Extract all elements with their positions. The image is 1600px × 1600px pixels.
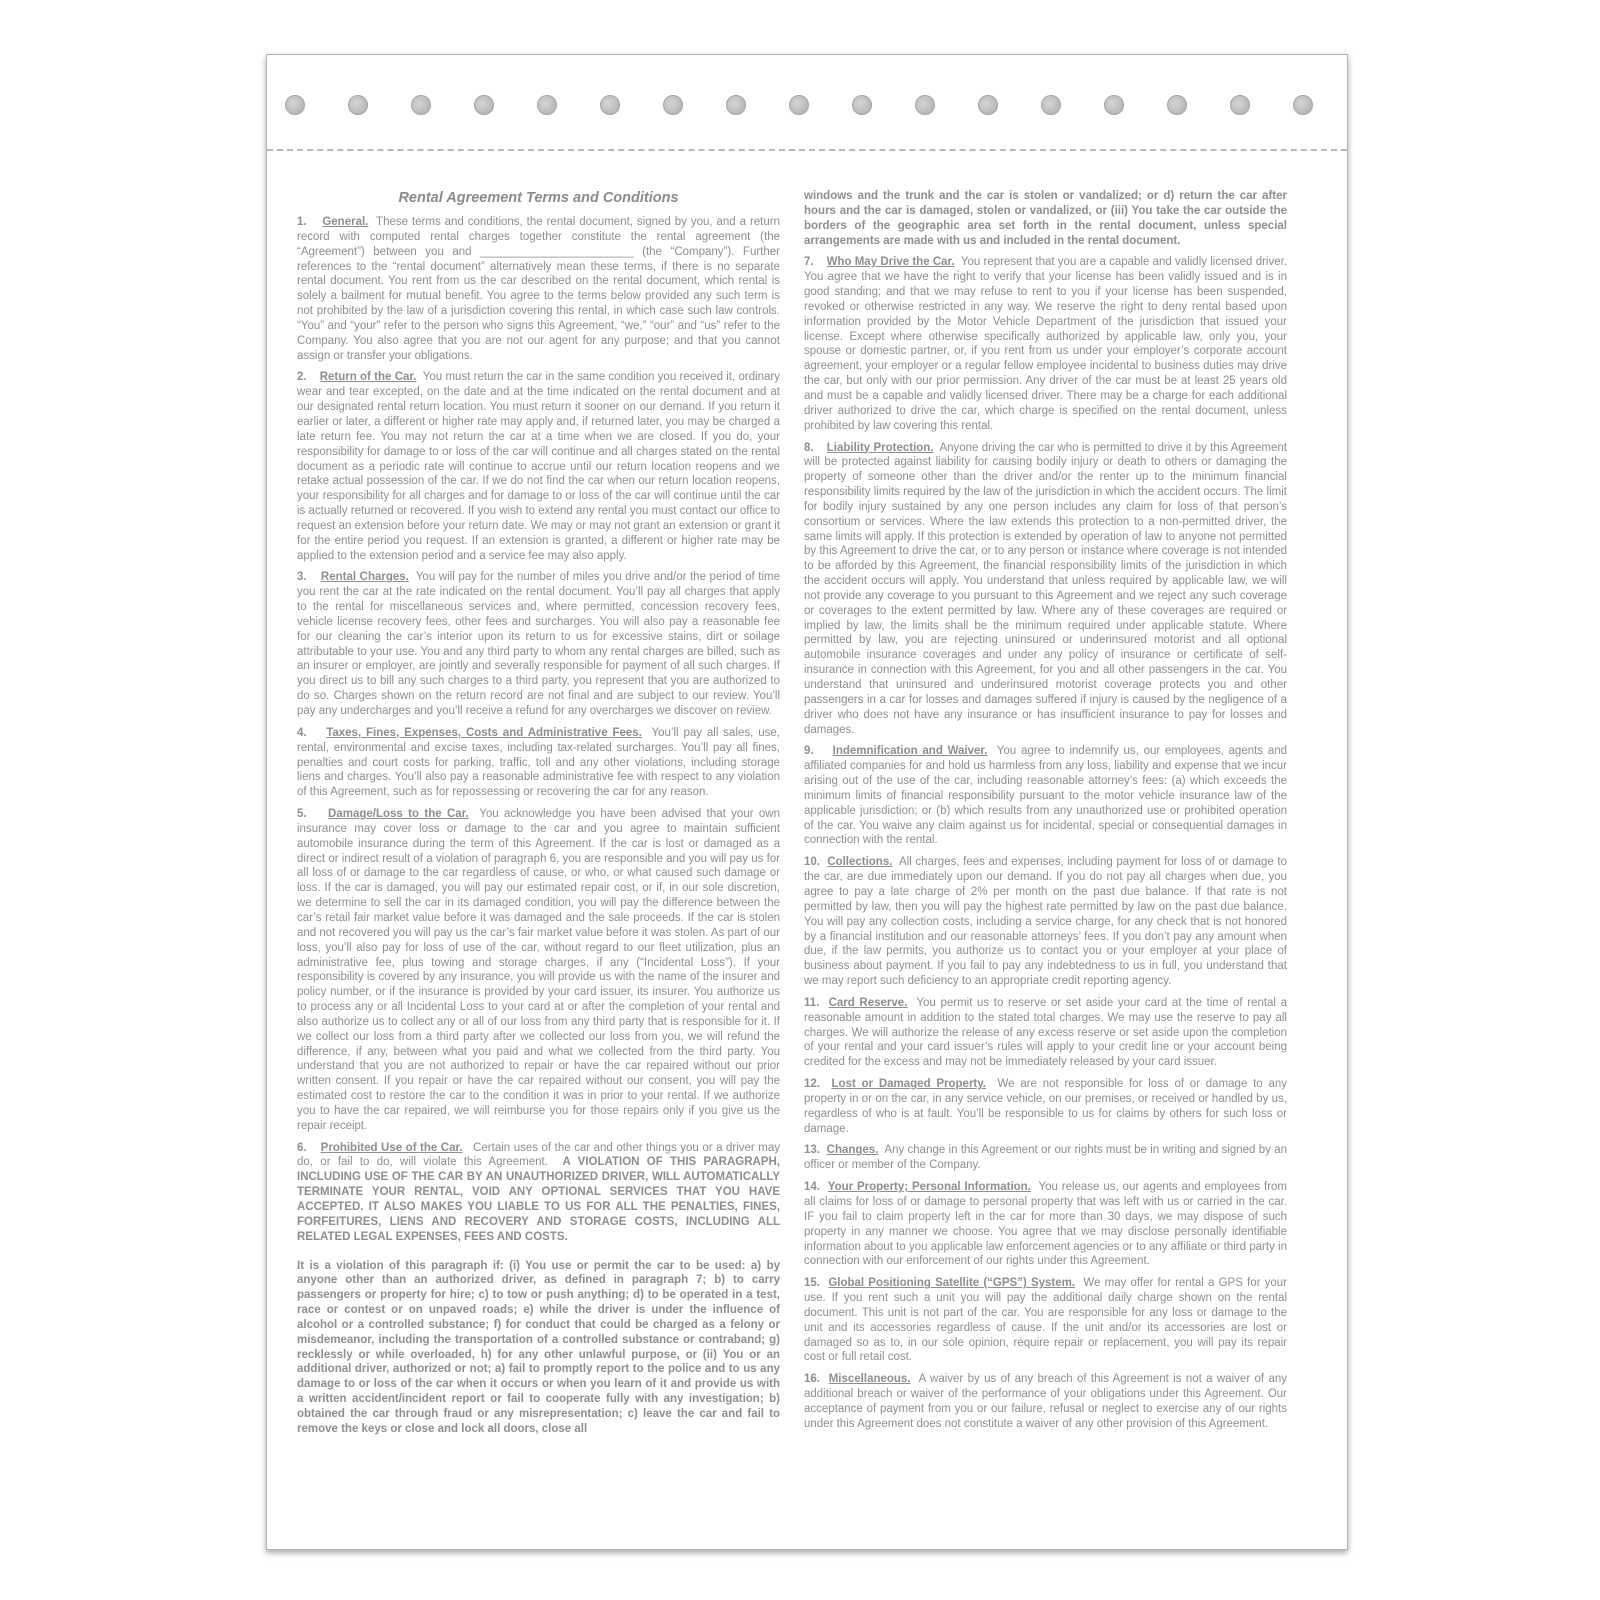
section-text: We are not responsible for loss of or damage to any property in or on the car, in any service vehicle, on our premises, or received or handled by us, regardless of who is at fault. You’ll be responsible to us for claims by others for such loss or damage. — [804, 1078, 1288, 1135]
section-4 — [297, 726, 780, 800]
section-heading: Return of the Car. — [319, 371, 417, 384]
section-heading: Miscellaneous. — [828, 1373, 911, 1386]
section-text: Certain uses of the car and other things you or a driver may do, or fail to do, will violate this Agreement. — [297, 1141, 780, 1169]
section-number: 3. — [297, 571, 307, 584]
section-text: A waiver by us of any breach of this Agreement is not a waiver of any additional breach or waiver of the performance of your obligations under this Agreement. Our acceptance of payment from you or our failure, refusal or neglect to exercise any of our rights under this Agreement does not constitute a waiver of any other provision of this Agreement. — [804, 1373, 1288, 1430]
section-text: These terms and conditions, the rental document, signed by you, and a return record with computed rental charges together constitute the rental agreement (the “Agreement”) between you and ________________________ (the “Company”). Further references to the “rental document” alternatively mean these terms, if there is no separate rental document. You rent from us the car described on the rental document, which rental is solely a bailment for mutual benefit. You agree to the terms below provided any such term is not prohibited by the law of a jurisdiction covering this rental, in which case such law controls. “You” and “your” refer to the person who signs this Agreement, “we,” “our” and “us” refer to the Company. You also agree that you are not our agent for any purpose; and that you cannot assign or transfer your obligations. — [297, 216, 780, 362]
section-6-violations: It is a violation of this paragraph if: (i) You use or permit the car to be used: a) by anyone other than an authorized driver, as defined in paragraph 7; b) to carry passengers or property for hire; c) to tow or push anything; d) to be operated in a test, race or contest or on unpaved roads; e) while the driver is under the influence of alcohol or a controlled substance; f) for conduct that could be charged as a felony or misdemeanor, including the transportation of a controlled substance or contraband; g) recklessly or while overloaded, h) for any other unlawful purpose, or (ii) You or an additional driver, authorized or not; a) fail to promptly report to the police and to us any damage to or loss of the car when it occurs or when you learn of it and provide us with a written accident/incident report or fail to cooperate fully with any investigation; b) obtained the car through fraud or any misrepresentation; c) leave the car and fail to remove the keys or close and lock all doors, close all — [297, 1259, 780, 1435]
document-title: Rental Agreement Terms and Conditions — [398, 190, 679, 206]
section-number: 2. — [297, 371, 307, 384]
section-number: 8. — [804, 441, 814, 454]
punch-hole — [348, 95, 368, 115]
section-3 — [297, 570, 780, 718]
section-heading: Indemnification and Waiver. — [832, 745, 988, 758]
section-number: 1. — [297, 216, 307, 228]
section-number: 6. — [297, 1141, 307, 1154]
section-heading: Changes. — [826, 1144, 879, 1157]
punch-hole — [537, 95, 557, 115]
section-heading: Card Reserve. — [828, 996, 908, 1009]
section-1 — [297, 215, 780, 363]
section-text: You acknowledge you have been advised that your own insurance may cover loss or damage to the car and you agree to maintain sufficient automobile insurance during the term of this Agreement. If the car is lost or damaged as a direct or indirect result of a violation of paragraph 6, you are responsible and you will pay us for all loss of or damage to the car regardless of cause, or who, or what caused such damage or loss. If the car is damaged, you will pay our estimated repair cost, or if, in our sole discretion, we determine to sell the car in its damaged condition, you will pay the difference between the car’s retail fair market value before it was damaged and the sale proceeds. If the car is stolen and not recovered you will pay us the car’s fair market value before it was stolen. As part of our loss, you’ll also pay for loss of use of the car, without regard to our fleet utilization, plus an administrative fee, plus towing and storage charges, if any (“Incidental Loss”). If your responsibility is covered by any insurance, you will provide us with the name of the insurer and policy number, or if the insurance is provided by your card issuer, its insurer. You authorize us to process any or all Incidental Loss to your card at or after the completion of your rental and also authorize us to collect any or all of our loss from any third party that is responsible for it. If we collect our loss from a third party after we collected our loss from you, we will refund the difference, if any, between what you paid and what we collected from the third party. You understand that you are not authorized to repair or have the car repaired without our prior written consent. If you repair or have the car repaired without our consent, you will pay the estimated cost to restore the car to the condition it was in prior to your rental. If we authorize you to have the car repaired, we will reimburse you for those repairs only if you give us the repair receipt. — [297, 808, 780, 1132]
section-number: 7. — [804, 256, 814, 269]
section-2 — [297, 370, 780, 563]
section-text: You release us, our agents and employees from all claims for loss of or damage to personal property that was left with us or carried in the car. IF you fail to claim property left in the car for more than 30 days, we may dispose of such property in any manner we choose. You agree that we may disclose personally identifiable information about to you applicable law enforcement agencies or to any affiliate or third party in connection with our enforcement of our rights under this Agreement. — [804, 1181, 1288, 1268]
section-text: You represent that you are a capable and validly licensed driver. You agree that we have the right to verify that your license has been validly issued and is in good standing; and that we may refuse to rent to you if your license has been suspended, revoked or otherwise restricted in any way. We reserve the right to deny rental based upon information provided by the Motor Vehicle Department of the jurisdiction that issued your license. Except where otherwise specifically authorized by applicable law, only you, your spouse or domestic partner, or, if you rent from us under your employer’s corporate account agreement, your employer or a regular fellow employee incidental to business duties may drive the car, but only with our prior permission. Any driver of the car must be at least 25 years old and must be a capable and validly licensed driver. There may be a charge for each additional driver authorized to drive the car, which charge is specified on the rental document, unless prohibited by law covering this rental. — [804, 256, 1288, 432]
section-11 — [804, 996, 1287, 1070]
section-number: 10. — [804, 856, 820, 869]
section-heading: General. — [322, 216, 369, 228]
section-text: You’ll pay all sales, use, rental, environmental and excise taxes, including tax-related surcharges. You’ll pay all fines, penalties and court costs for parking, traffic, toll and any other violations, including storage liens and charges. You’ll also pay a reasonable administrative fee with respect to any violation of this Agreement, such as for repossessing or recovering the car for any reason. — [297, 726, 780, 799]
section-6 — [297, 1141, 780, 1245]
punch-hole — [474, 95, 494, 115]
section-14 — [804, 1180, 1287, 1269]
punch-hole — [852, 95, 872, 115]
punch-hole — [285, 95, 305, 115]
section-number: 11. — [804, 996, 820, 1009]
section-text: You will pay for the number of miles you drive and/or the period of time you rent the car at the rate indicated on the rental document. You’ll pay all charges that apply to the rental for miscellaneous services and, where permitted, concession recovery fees, vehicle license recovery fees, other fees and surcharges. You will also pay a reasonable fee for our cleaning the car’s interior upon its return to us for excessive stains, dirt or soilage attributable to your use. You and any third party to whom any rental charges are billed, such as an insurer or employer, are jointly and severally responsible for payment of all such charges. If you direct us to bill any such charges to a third party, you represent that you are authorized to do so. Charges shown on the return record are not final and are subject to our review. You’ll pay any undercharges and you’ll receive a refund for any overcharges we discover on review. — [297, 571, 780, 717]
perforation-line — [267, 149, 1347, 151]
punch-hole — [789, 95, 809, 115]
section-number: 14. — [804, 1181, 820, 1194]
punch-hole — [411, 95, 431, 115]
section-10 — [804, 855, 1287, 989]
section-number: 9. — [804, 745, 814, 758]
section-text: We may offer for rental a GPS for your use. If you rent such a unit you will pay the additional daily charge shown on the rental document. This unit is not part of the car. You are responsible for any loss or damage to the unit and its accessories regardless of cause. If the unit and/or its accessories are lost or damaged so as to, in our sole opinion, require repair or replacement, you will pay its repair cost or full retail cost. — [804, 1277, 1287, 1364]
section-text: You agree to indemnify us, our employees, agents and affiliated companies for and hold us harmless from any loss, liability and expense that we incur arising out of the use of the car, including reasonable attorney’s fees: (a) which exceeds the minimum limits of financial responsibility pursuant to the motor vehicle insurance law of the applicable jurisdiction; or (b) which results from any unauthorized use or prohibited operation of the car. You waive any claim against us for incidental, special or consequential damages in connection with the rental. — [804, 745, 1288, 847]
section-number: 16. — [804, 1373, 820, 1386]
section-heading: Who May Drive the Car. — [826, 256, 955, 269]
section-heading: Your Property; Personal Information. — [827, 1181, 1031, 1194]
section-heading: Prohibited Use of the Car. — [320, 1141, 463, 1154]
section-heading: Liability Protection. — [826, 441, 934, 454]
section-heading: Taxes, Fines, Expenses, Costs and Administrative Fees. — [326, 726, 642, 739]
section-number: 4. — [297, 726, 307, 739]
section-5 — [297, 807, 780, 1134]
section-text: Any change in this Agreement or our rights must be in writing and signed by an officer or member of the Company. — [804, 1144, 1288, 1172]
section-13 — [804, 1143, 1287, 1173]
section-warning-caps: A VIOLATION OF THIS PARAGRAPH, INCLUDING USE OF THE CAR BY AN UNAUTHORIZED DRIVER, WILL AUTOMATICALLY TERMINATE YOUR RENTAL, VOID ANY OPTIONAL SERVICES THAT YOU HAVE ACCEPTED. IT ALSO MAKES YOU LIABLE TO US FOR ALL THE PENALTIES, FINES, FORFEITURES, LIENS AND RECOVERY AND STORAGE COSTS, INCLUDING ALL RELATED LEGAL EXPENSES, FEES AND COSTS. — [297, 1156, 780, 1243]
section-text: You permit us to reserve or set aside your card at the time of rental a reasonable amount in addition to the stated total charges. We may use the reserve to pay all charges. We will authorize the release of any excess reserve or set aside upon the completion of your rental and your card issuer’s rules will apply to your credit line or your account being credited for the excess and may not be immediately released by your card issuer. — [804, 996, 1287, 1069]
terms-body — [297, 189, 1287, 1569]
punch-hole-strip — [267, 55, 1347, 155]
section-number: 5. — [297, 808, 307, 821]
punch-hole — [663, 95, 683, 115]
punch-hole — [1041, 95, 1061, 115]
punch-hole — [600, 95, 620, 115]
section-heading: Lost or Damaged Property. — [831, 1078, 986, 1091]
section-16 — [804, 1372, 1287, 1431]
section-heading: Rental Charges. — [320, 571, 409, 584]
agreement-sheet — [266, 54, 1348, 1550]
section-6-violations-continued: windows and the trunk and the car is stolen or vandalized; or d) return the car after hours and the car is damaged, stolen or vandalized, or (iii) You take the car outside the borders of the geographic area set forth in the rental document, unless special arrangements are made with us and included in the rental document. — [804, 190, 1287, 247]
punch-hole — [726, 95, 746, 115]
punch-hole — [978, 95, 998, 115]
punch-hole — [1167, 95, 1187, 115]
section-number: 15. — [804, 1277, 820, 1290]
punch-hole — [1104, 95, 1124, 115]
section-text: All charges, fees and expenses, including payment for loss of or damage to the car, are due immediately upon our demand. If you do not pay all charges when due, you agree to pay a late charge of 2% per month on the past due balance. If that rate is not permitted by law, then you will pay the highest rate permitted by law on the past due balance. You will pay any collection costs, including a service charge, for any check that is not honored by a financial institution and our reasonable attorneys’ fees. If you don’t pay any amount when due, if the law permits, you authorize us to contact you or your employer at your place of business about payment. If you fail to pay any indebtedness to us in full, you understand that we may report such deficiency to an appropriate credit reporting agency. — [804, 856, 1287, 988]
section-heading: Collections. — [827, 856, 893, 869]
section-text: Anyone driving the car who is permitted to drive it by this Agreement will be protected against liability for causing bodily injury or death to others or damaging the property of someone other than the driver and/or the renter up to the minimum financial responsibility limits required by the law of the jurisdiction in which the accident occurs. The limit for bodily injury sustained by any one person includes any claim for loss of that person’s consortium or services. Where the law extends this protection to a non-permitted driver, the same limits will apply. If this protection is extended by operation of law to anyone not permitted by this Agreement to drive the car, or to any person or instance where coverage is not intended to be afforded by this Agreement, the financial responsibility limits of the jurisdiction in which the accident occurs will apply. You understand that unless required by applicable law, we will not provide any coverage to you pursuant to this Agreement and we reject any such coverage or coverages to the extent permitted by law. Where any of these coverages are required or implied by law, the limits shall be the minimum required under applicable statute. Where permitted by law, you are rejecting uninsured or underinsured motorist and all optional automobile insurance coverages and under any policy of insurance or certificate of self-insurance in connection with this Agreement, for you and all other passengers in the car. You understand that uninsured and underinsured motorist coverage protects you and other passengers in a car for losses and damages suffered if injury is caused by the negligence of a driver who does not have any insurance or has insufficient insurance to pay for losses and damages. — [804, 441, 1287, 736]
section-15 — [804, 1276, 1287, 1365]
column-left — [297, 189, 780, 1569]
section-7 — [804, 255, 1287, 433]
section-8 — [804, 441, 1287, 738]
section-heading: Damage/Loss to the Car. — [328, 808, 469, 821]
section-number: 13. — [804, 1144, 820, 1157]
column-right — [804, 189, 1287, 1569]
section-heading: Global Positioning Satellite (“GPS”) System. — [828, 1277, 1076, 1290]
section-12 — [804, 1077, 1287, 1136]
punch-hole — [1293, 95, 1313, 115]
section-text: You must return the car in the same condition you received it, ordinary wear and tear excepted, on the date and at the time indicated on the rental document and at our designated rental return location. You must return it sooner on our demand. If you return it earlier or later, a different or higher rate may apply and, if returned later, you may be charged a late return fee. You may not return the car at a time when we are closed. If you do, your responsibility for damage to or loss of the car will continue and all charges stated on the rental document as a periodic rate will continue to accrue until our return location reopens and we retake actual possession of the car. If we do not find the car when our return location reopens, your responsibility for all charges and for damage to or loss of the car will continue until the car is actually returned or recovered. If you wish to extend any rental you must contact our office to request an extension before your return date. We may or may not grant an extension or grant it for the entire period you request. If an extension is granted, a different or higher rate may be applied to the extension period and a service fee may also apply. — [297, 371, 781, 562]
punch-hole — [1230, 95, 1250, 115]
section-number: 12. — [804, 1078, 820, 1091]
section-9 — [804, 744, 1287, 848]
punch-hole — [915, 95, 935, 115]
